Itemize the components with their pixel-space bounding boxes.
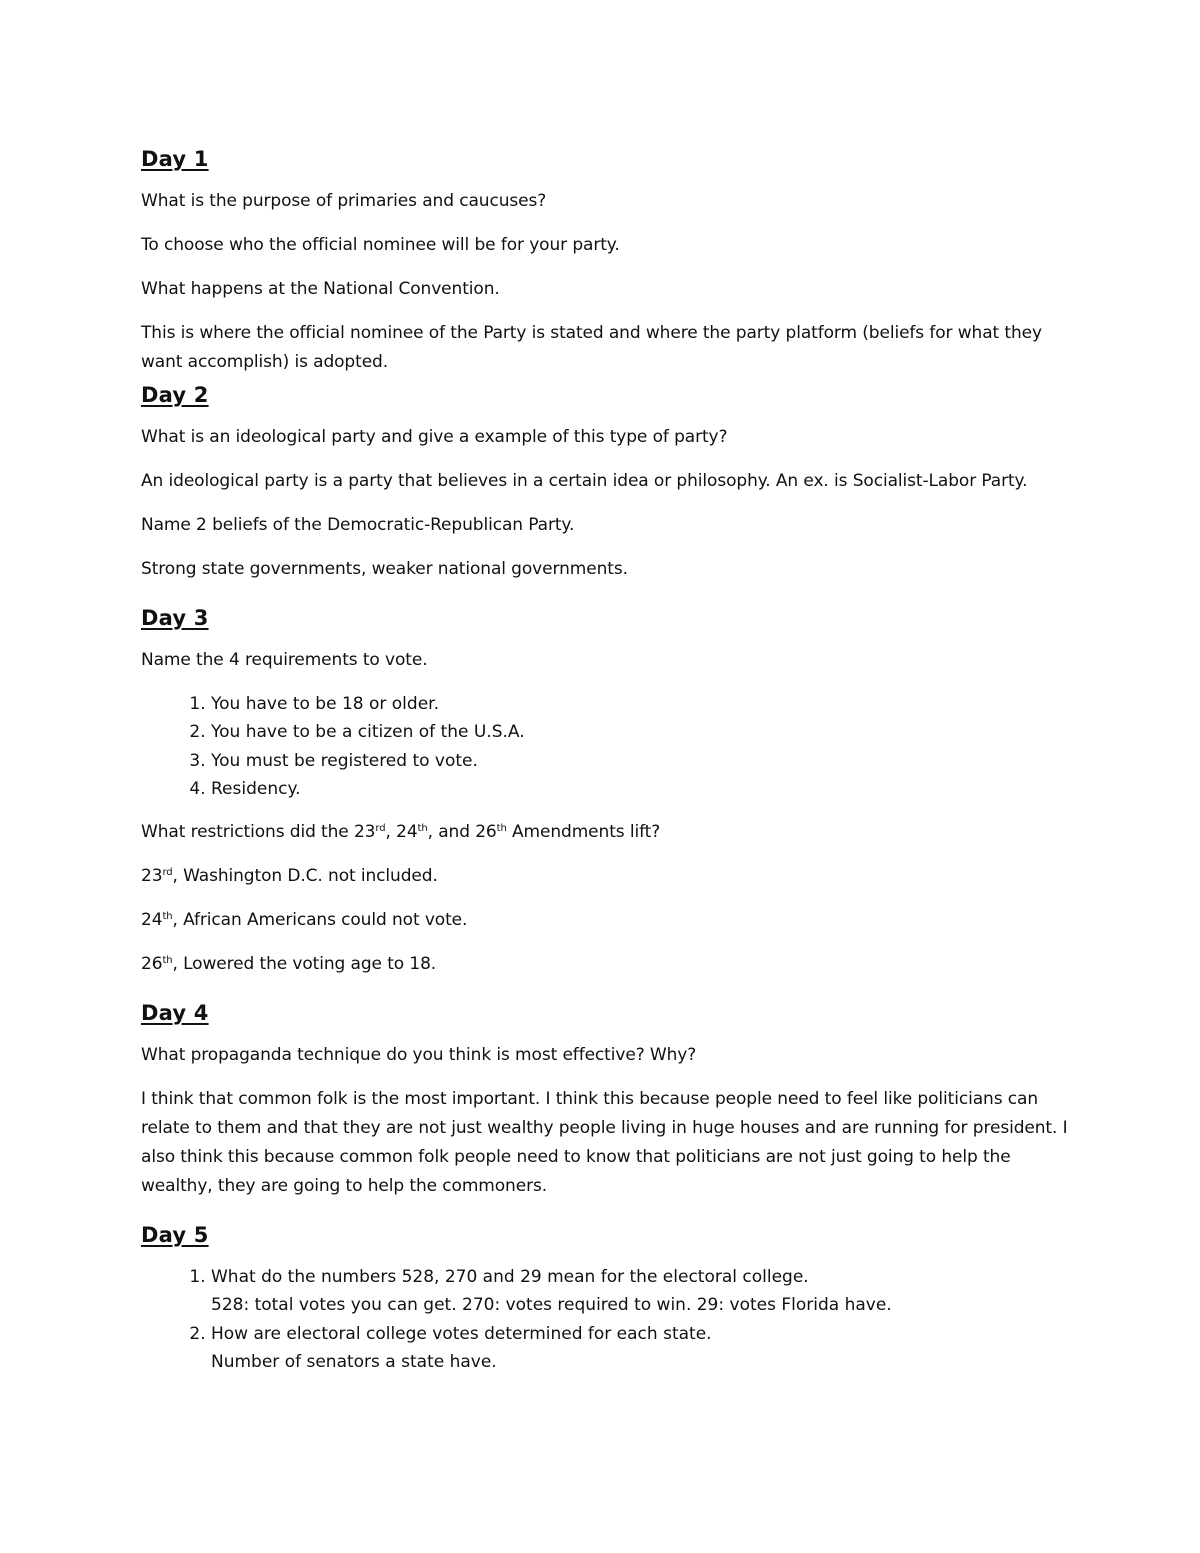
list-item: 4. Residency. [211, 775, 1071, 803]
list-item [211, 1263, 1071, 1320]
list-item-question: 1. What do the numbers 528, 270 and 29 mean for the electoral college. [211, 1267, 809, 1288]
day-4-answer-1: I think that common folk is the most important. I think this because people need to feel like politicians can relate to them and that they are not just wealthy people living in huge houses and are running for president. I also think this because common folk people need to know that politicians are not just going to help the wealthy, they are going to help the commoners. [141, 1089, 1068, 1197]
day-2-section [141, 379, 1071, 584]
list-item: 3. You must be registered to vote. [211, 747, 1071, 775]
day-1-heading: Day 1 [141, 147, 209, 171]
day-5-heading: Day 5 [141, 1223, 209, 1248]
list-item-answer: Number of senators a state have. [211, 1352, 497, 1373]
day-1-question-1: What is the purpose of primaries and caucuses? [141, 191, 547, 211]
day-2-answer-1: An ideological party is a party that believes in a certain idea or philosophy. An ex. is Socialist-Labor Party. [141, 471, 1028, 491]
list-item-answer: 528: total votes you can get. 270: votes required to win. 29: votes Florida have. [211, 1295, 892, 1316]
day-5-section [141, 1219, 1071, 1376]
list-item: 1. You have to be 18 or older. [211, 690, 1071, 718]
list-item-question: 2. How are electoral college votes determined for each state. [211, 1323, 712, 1344]
electoral-questions-list [141, 1263, 1071, 1376]
list-item [211, 1320, 1071, 1377]
document-page [141, 143, 1071, 1376]
day-2-question-1: What is an ideological party and give a example of this type of party? [141, 427, 728, 447]
day-2-answer-2: Strong state governments, weaker national governments. [141, 559, 628, 579]
voting-requirements-list [141, 690, 1071, 803]
day-3-question-1: Name the 4 requirements to vote. [141, 650, 428, 670]
day-1-question-2: What happens at the National Convention. [141, 279, 500, 299]
day-2-question-2: Name 2 beliefs of the Democratic-Republican Party. [141, 515, 575, 535]
day-1-answer-1: To choose who the official nominee will be for your party. [141, 235, 620, 255]
day-3-heading: Day 3 [141, 606, 209, 630]
day-3-question-2: What restrictions did the 23rd, 24th, and 26th Amendments lift? [141, 822, 661, 843]
day-2-heading: Day 2 [141, 383, 209, 407]
day-3-answer-24th: 24th, African Americans could not vote. [141, 910, 468, 931]
day-4-section [141, 997, 1071, 1201]
day-4-question-1: What propaganda technique do you think is most effective? Why? [141, 1045, 697, 1066]
day-1-section [141, 143, 1071, 377]
day-1-answer-2: This is where the official nominee of the Party is stated and where the party platform (beliefs for what they want accomplish) is adopted. [141, 323, 1042, 372]
day-3-answer-23rd: 23rd, Washington D.C. not included. [141, 866, 438, 887]
day-3-section [141, 602, 1071, 979]
list-item: 2. You have to be a citizen of the U.S.A. [211, 718, 1071, 746]
day-3-answer-26th: 26th, Lowered the voting age to 18. [141, 954, 437, 975]
day-4-heading: Day 4 [141, 1001, 209, 1026]
